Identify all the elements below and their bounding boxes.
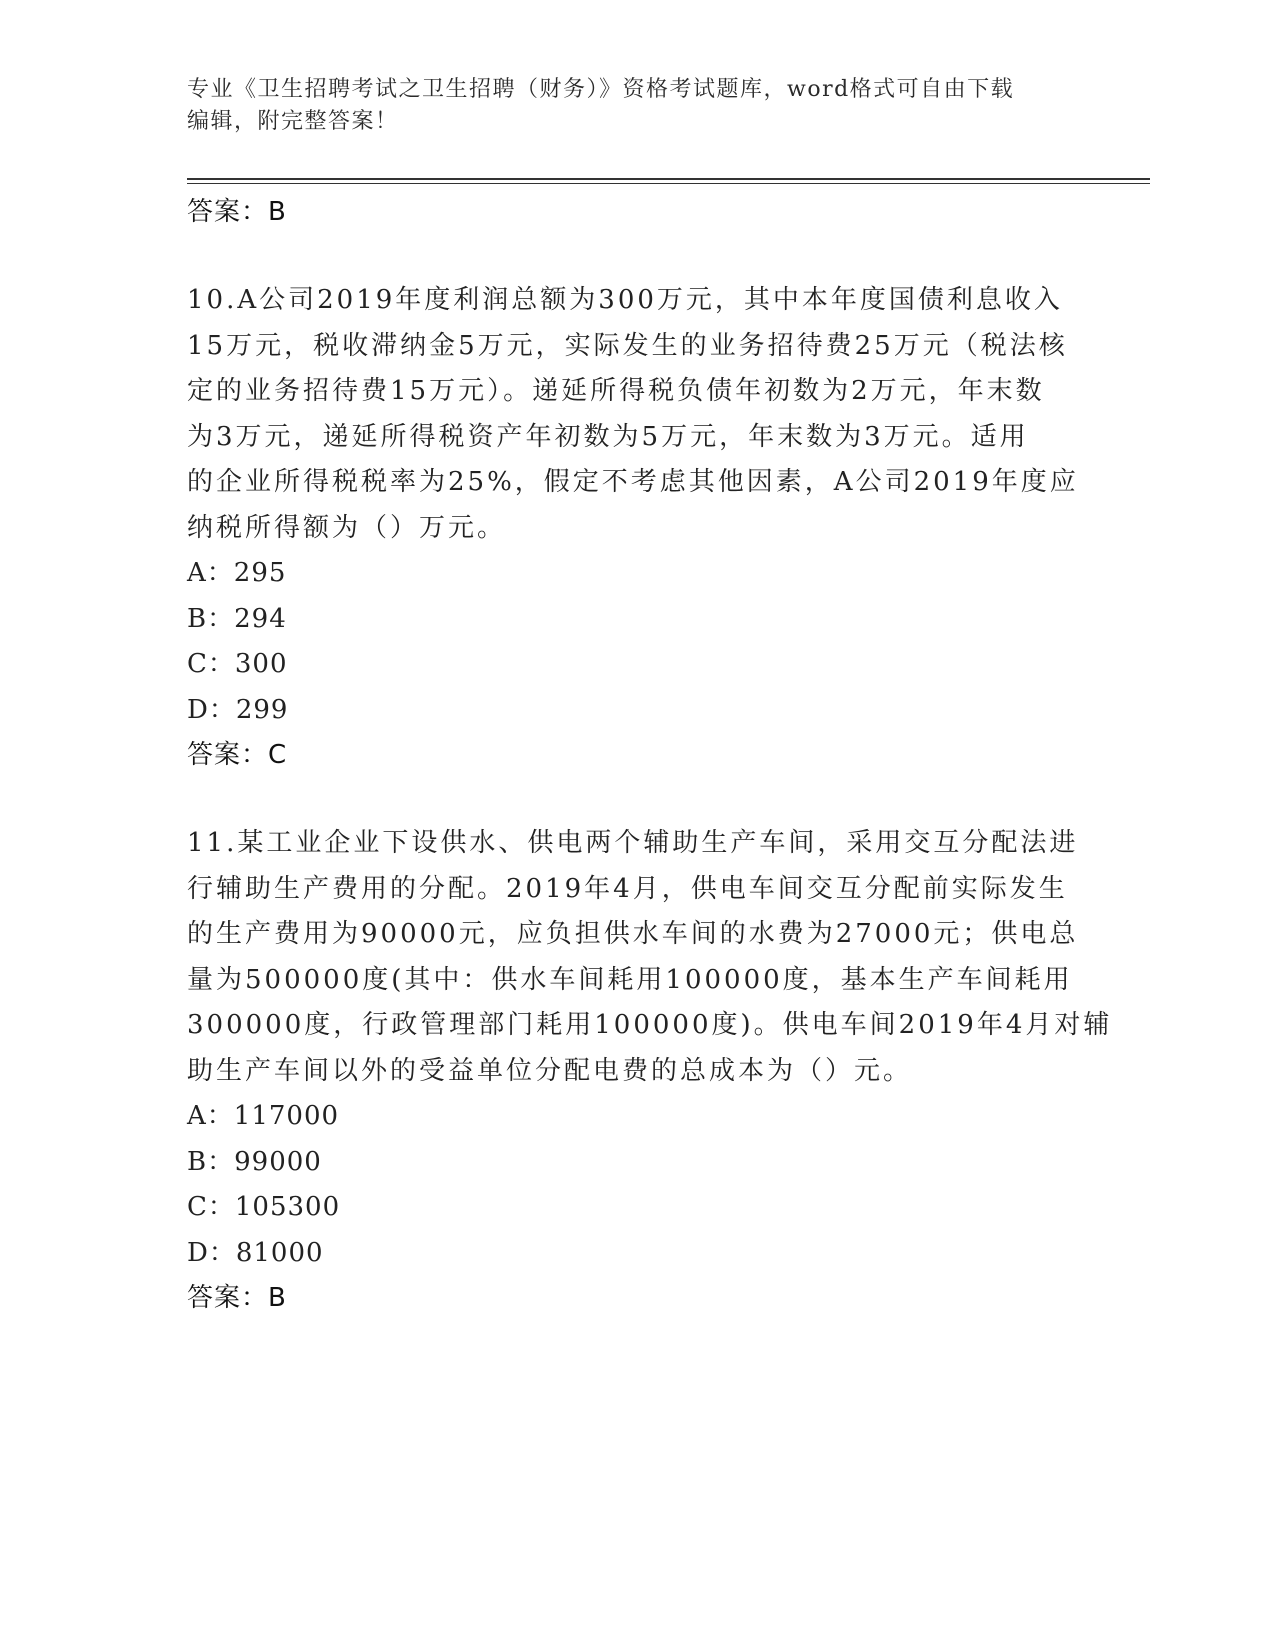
option-c: C：300 [187,649,288,679]
question-text-line: 的企业所得税税率为25%，假定不考虑其他因素，A公司2019年度应 [187,467,1079,497]
header-divider [187,178,1150,180]
question-text-line: 的生产费用为90000元，应负担供水车间的水费为27000元；供电总 [187,919,1079,949]
question-list [187,190,1113,1320]
question-block [187,821,1113,1276]
question-text-line: 11.某工业企业下设供水、供电两个辅助生产车间，采用交互分配法进 [187,828,1079,858]
question-text-line: 行辅助生产费用的分配。2019年4月，供电车间交互分配前实际发生 [187,873,1068,904]
answer-line: 答案：B [187,1283,287,1313]
answer-line: 答案：B [187,197,287,227]
header-divider-thin [187,183,1150,184]
answer-line: 答案：C [187,740,288,770]
question-text-line: 300000度，行政管理部门耗用100000度)。供电车间2019年4月对辅 [187,1010,1113,1040]
document-header [187,74,1067,138]
question-text-line: 助生产车间以外的受益单位分配电费的总成本为（）元。 [187,1055,913,1086]
question-text-line: 定的业务招待费15万元）。递延所得税负债年初数为2万元，年末数 [187,376,1045,406]
option-a: A：295 [187,558,287,588]
option-d: D：299 [187,694,289,725]
option-d: D：81000 [187,1237,324,1268]
question-text-line: 量为500000度(其中：供水车间耗用100000度，基本生产车间耗用 [187,964,1073,995]
header-line: 编辑，附完整答案！ [187,109,399,134]
question-block [187,278,1087,733]
option-c: C：105300 [187,1192,341,1222]
spacer [187,234,1087,278]
option-b: B：294 [187,603,287,634]
header-line: 专业《卫生招聘考试之卫生招聘（财务）》资格考试题库，word格式可自由下载 [187,77,1015,102]
option-b: B：99000 [187,1146,322,1177]
question-text-line: 为3万元，递延所得税资产年初数为5万元，年末数为3万元。适用 [187,421,1029,452]
question-text-line: 15万元，税收滞纳金5万元，实际发生的业务招待费25万元（税法核 [187,330,1068,361]
spacer [187,777,1087,821]
question-text-line: 纳税所得额为（）万元。 [187,512,507,543]
question-text-line: 10.A公司2019年度利润总额为300万元，其中本年度国债利息收入 [187,285,1063,315]
option-a: A：117000 [187,1101,340,1131]
